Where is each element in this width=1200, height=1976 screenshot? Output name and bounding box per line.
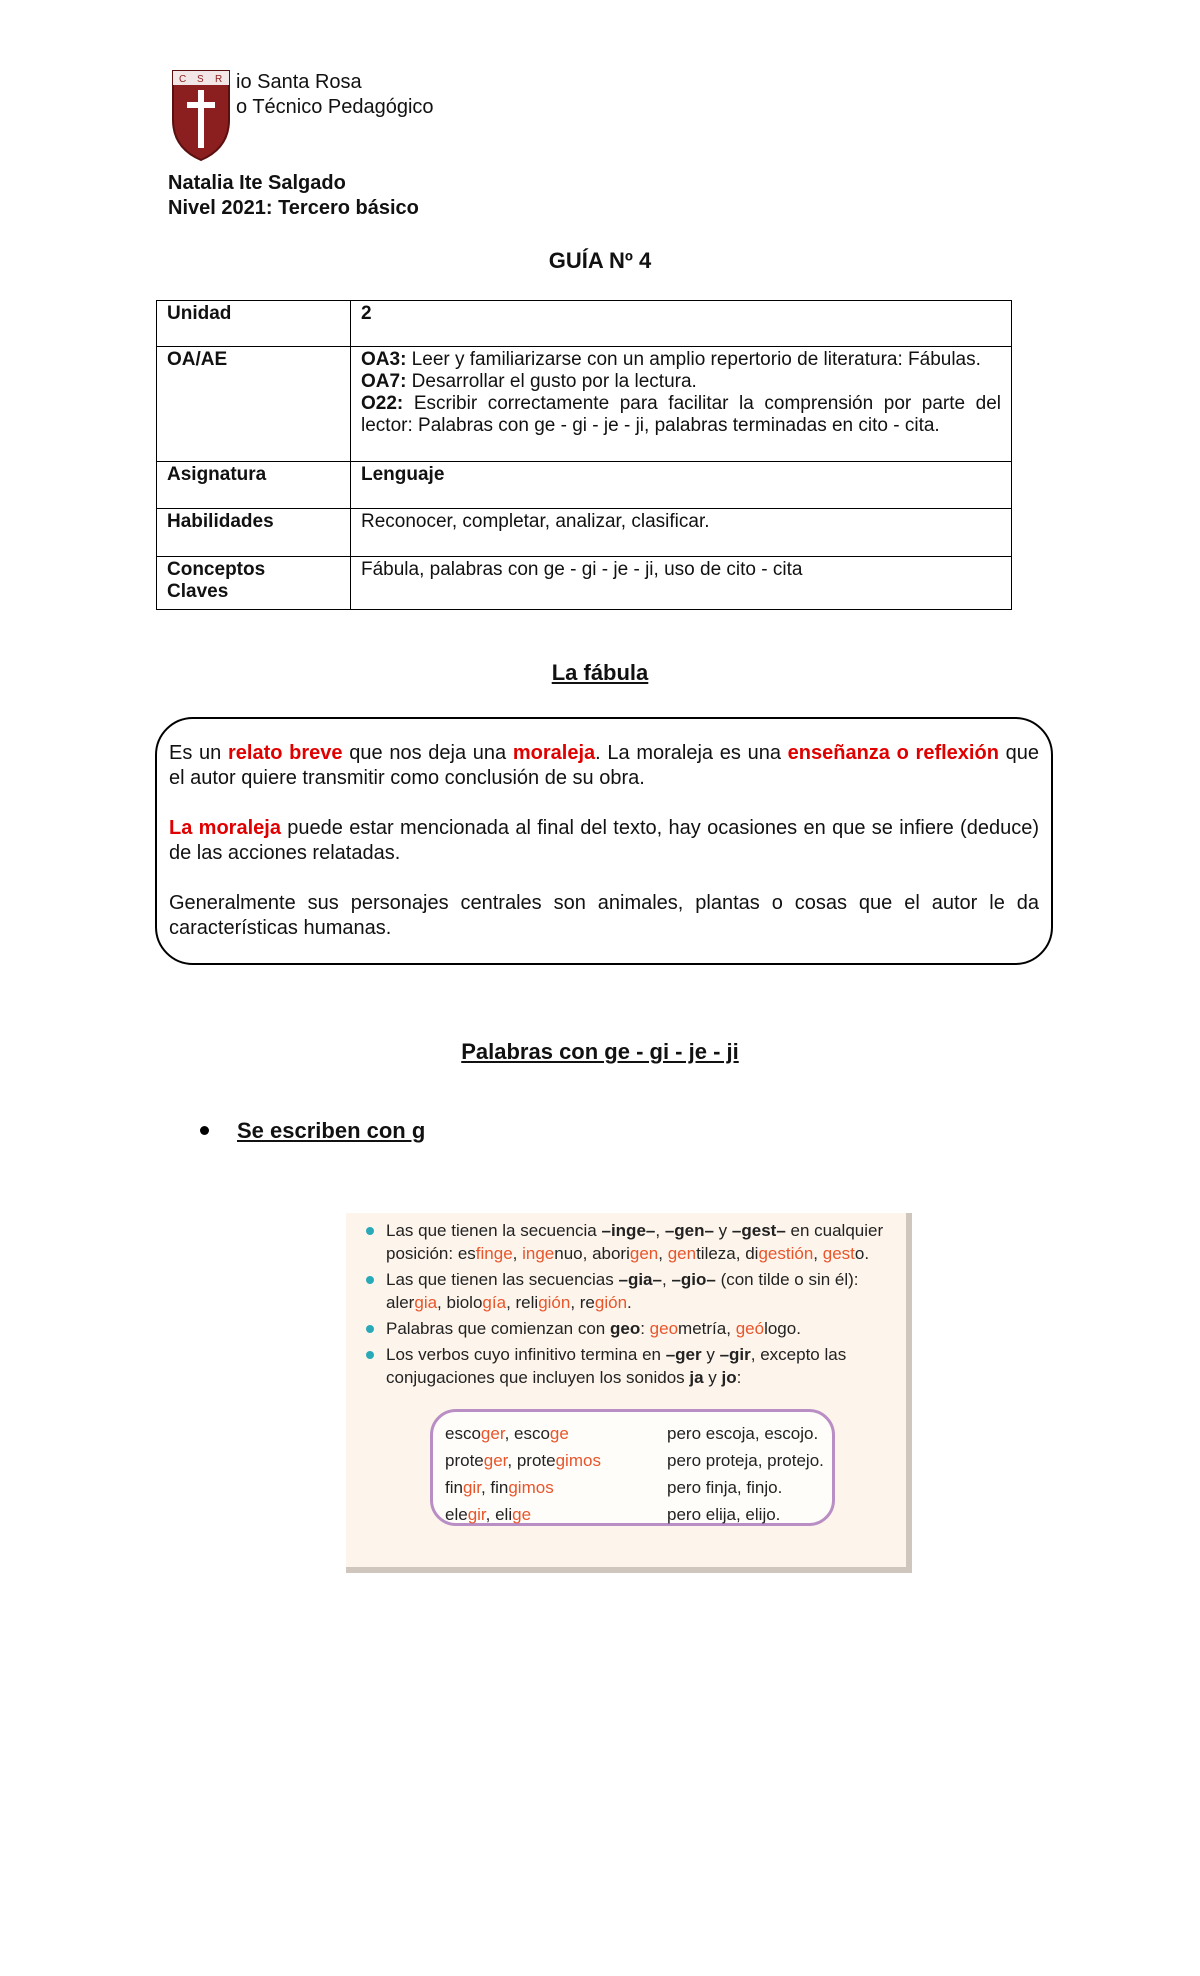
- oa3-text: Leer y familiarizarse con un amplio repertorio de literatura: Fábulas.: [406, 349, 981, 370]
- rule-geo: Palabras que comienzan con geo: geometría, geólogo.: [364, 1317, 898, 1340]
- fabula-heading: La fábula: [551, 660, 649, 685]
- bullet-dot-icon: [200, 1126, 209, 1135]
- table-row: [157, 557, 1012, 610]
- table-row: [157, 509, 1012, 557]
- svg-text:C: C: [179, 74, 187, 85]
- teacher-name: Natalia Ite Salgado: [168, 172, 346, 194]
- habilidades-label: Habilidades: [157, 509, 351, 557]
- asignatura-label: Asignatura: [157, 462, 351, 509]
- conceptos-value: Fábula, palabras con ge - gi - je - ji, uso de cito - cita: [351, 557, 1012, 610]
- info-table: [156, 300, 1012, 610]
- unidad-label: Unidad: [157, 301, 351, 347]
- habilidades-value: Reconocer, completar, analizar, clasificar.: [351, 509, 1012, 557]
- oa7-code: OA7:: [361, 371, 407, 392]
- verb-row: escoger, escoge pero escoja, escojo.: [445, 1424, 819, 1443]
- verb-examples-box: [430, 1409, 835, 1526]
- fabula-paragraph-2: La moraleja puede estar mencionada al final del texto, hay ocasiones en que se infiere (deduce) de las acciones relatadas.: [169, 817, 1039, 864]
- rule-ger-gir: Los verbos cuyo infinitivo termina en –ger y –gir, excepto las conjugaciones que incluyen los sonidos ja y jo:: [364, 1343, 898, 1389]
- oa-label: OA/AE: [157, 347, 351, 462]
- unidad-value: 2: [351, 301, 1012, 347]
- school-name: io Santa Rosa: [236, 71, 362, 93]
- oa3-code: OA3:: [361, 349, 407, 370]
- svg-text:R: R: [215, 74, 223, 85]
- rule-gia-gio: Las que tienen las secuencias –gia–, –gio– (con tilde o sin él): alergia, biología, religión, región.: [364, 1268, 898, 1314]
- fabula-paragraph-1: Es un relato breve que nos deja una moraleja. La moraleja es una enseñanza o reflexión que el autor quiere transmitir como conclusión de su obra.: [169, 742, 1039, 789]
- oa-value: [351, 347, 1012, 462]
- guide-title: GUÍA Nº 4: [548, 248, 652, 273]
- table-row: [157, 301, 1012, 347]
- o22-code: O22:: [361, 393, 404, 414]
- ge-section-heading: Palabras con ge - gi - je - ji: [461, 1039, 739, 1064]
- verb-row: fingir, fingimos pero finja, finjo.: [445, 1478, 783, 1497]
- verb-row: elegir, elige pero elija, elijo.: [445, 1505, 781, 1524]
- table-row: [157, 462, 1012, 509]
- oa7-text: Desarrollar el gusto por la lectura.: [406, 371, 697, 392]
- school-crest-logo: [170, 68, 232, 162]
- level-line: Nivel 2021: Tercero básico: [168, 197, 419, 219]
- fabula-definition-box: [155, 717, 1053, 965]
- svg-text:S: S: [197, 74, 204, 85]
- ge-rules-image: [346, 1213, 912, 1573]
- conceptos-label: Conceptos Claves: [157, 557, 351, 610]
- verb-row: proteger, protegimos pero proteja, protejo.: [445, 1451, 824, 1470]
- fabula-paragraph-3: Generalmente sus personajes centrales son animales, plantas o cosas que el autor le da características humanas.: [169, 892, 1039, 939]
- asignatura-value: Lenguaje: [351, 462, 1012, 509]
- rule-inge-gen-gest: Las que tienen la secuencia –inge–, –gen– y –gest– en cualquier posición: esfinge, ingenuo, aborigen, gentileza, digestión, gesto.: [364, 1219, 898, 1265]
- bullet-se-escriben-con-g: Se escriben con g: [200, 1118, 425, 1144]
- table-row: [157, 347, 1012, 462]
- o22-text: Escribir correctamente para facilitar la comprensión por parte del lector: Palabras con ge - gi - je - ji, palabras terminadas en cito - cita.: [361, 393, 1001, 436]
- department-name: o Técnico Pedagógico: [236, 96, 434, 118]
